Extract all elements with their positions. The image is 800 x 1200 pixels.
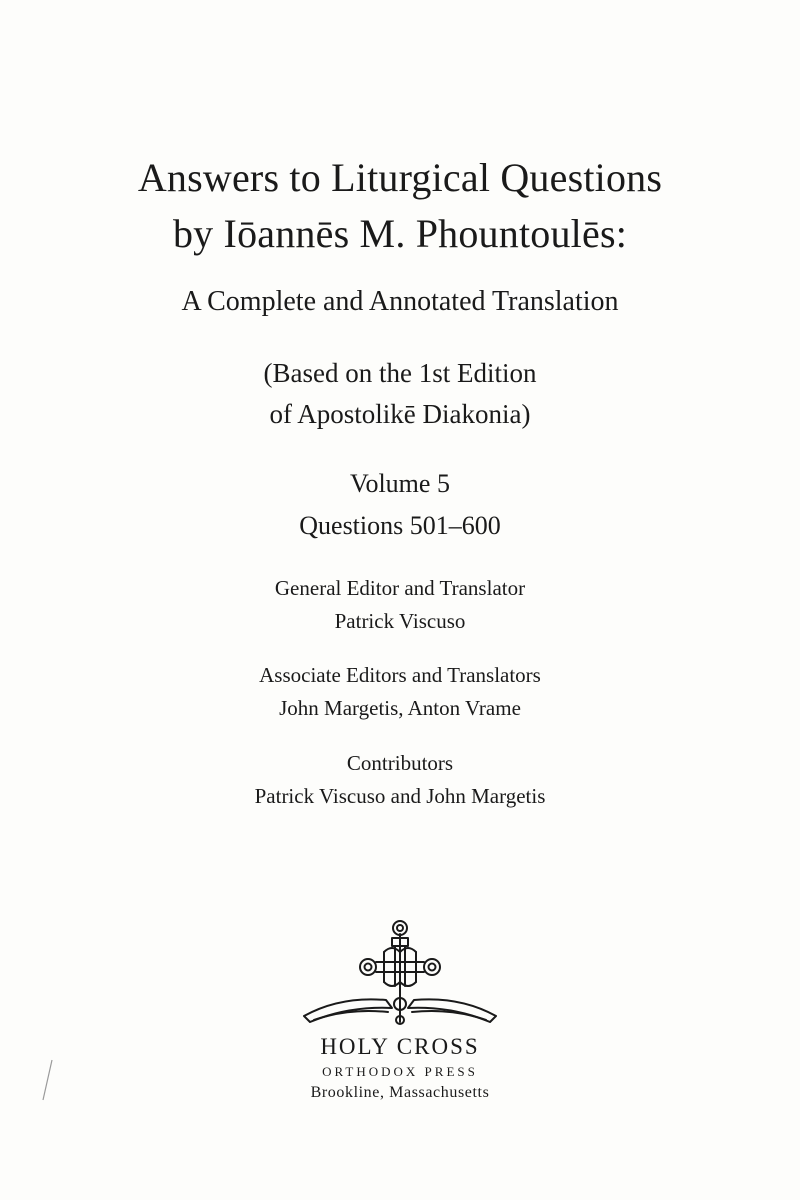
- publisher-location: Brookline, Massachusetts: [310, 1084, 490, 1101]
- title-line-2: by Iōannēs M. Phountoulēs:: [172, 211, 628, 256]
- volume-label: Volume 5: [350, 469, 450, 498]
- credit-role-contributors: Contributors: [346, 751, 454, 775]
- credit-names-general-editor: Patrick Viscuso: [334, 609, 466, 633]
- holy-cross-cross-logo-icon: [300, 912, 500, 1032]
- publisher-imprint: ORTHODOX PRESS: [322, 1064, 478, 1079]
- credit-names-associate-editors: John Margetis, Anton Vrame: [279, 696, 521, 720]
- pencil-mark-icon: [40, 1056, 56, 1104]
- edition-line-2: of Apostolikē Diakonia): [269, 399, 531, 429]
- credit-role-general-editor: General Editor and Translator: [274, 576, 526, 600]
- question-range: Questions 501–600: [299, 511, 501, 540]
- credit-role-associate-editors: Associate Editors and Translators: [259, 663, 541, 687]
- credit-names-contributors: Patrick Viscuso and John Margetis: [254, 784, 546, 808]
- publisher-name: HOLY CROSS: [320, 1034, 480, 1059]
- title-line-1: Answers to Liturgical Questions: [137, 155, 663, 200]
- edition-line-1: (Based on the 1st Edition: [263, 358, 537, 388]
- subtitle: A Complete and Annotated Translation: [181, 286, 619, 317]
